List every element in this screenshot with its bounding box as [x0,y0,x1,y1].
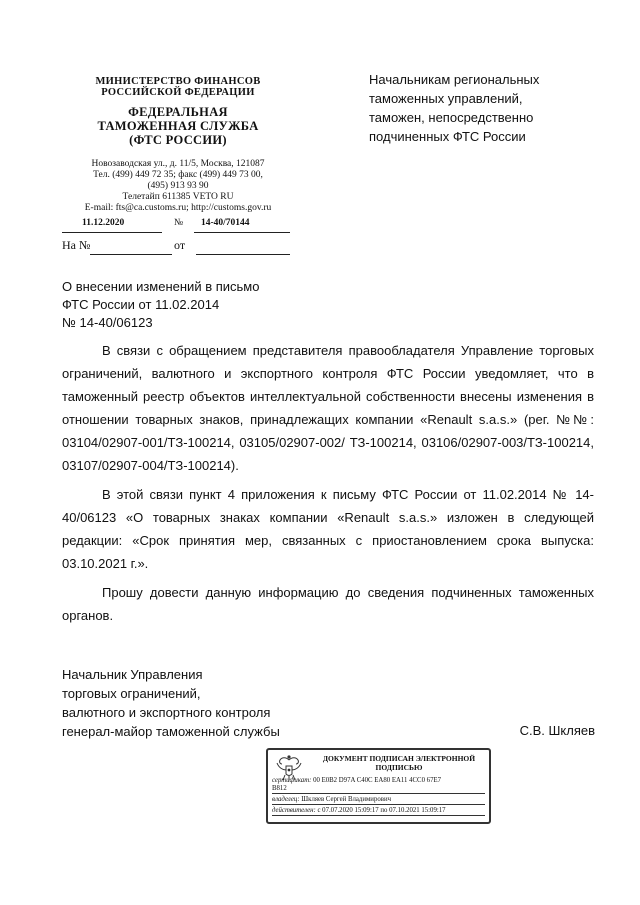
electronic-signature-stamp [266,748,491,824]
body-paragraph-3: Прошу довести данную информацию до сведения подчиненных таможенных органов. [62,585,594,623]
stamp-owner-value: Шкляев Сергей Владимирович [301,796,392,803]
date-underline [62,232,162,233]
stamp-owner-line [272,796,391,804]
ministry-line-2: РОССИЙСКОЙ ФЕДЕРАЦИИ [101,87,255,98]
address-line-3: (495) 913 93 90 [147,181,209,191]
address-line-2: Тел. (499) 449 72 35; факс (499) 449 73 00, [93,170,263,180]
service-line-2: ТАМОЖЕННАЯ СЛУЖБА [97,119,259,133]
ministry-line-1: МИНИСТЕРСТВО ФИНАНСОВ [95,76,261,87]
addressee-block [369,70,599,146]
signer-title-line-4: генерал-майор таможенной службы [62,724,280,739]
reference-number-label: На № [62,238,91,252]
stamp-validity-line [272,807,446,815]
letter-body [62,339,594,627]
registration-number-label: № [174,218,184,228]
addressee-line-1: Начальникам региональных [369,72,540,87]
registration-line [62,218,292,232]
stamp-certificate-value-2: B812 [272,785,287,792]
address-line-4: Телетайп 611385 VETO RU [122,192,234,202]
signer-name: С.В. Шкляев [519,723,595,738]
body-paragraph-1: В связи с обращением представителя правообладателя Управление торговых ограничений, валютного и экспортного контроля ФТС России уведомляет, что в таможенный реестр объектов интеллектуальной собственности внесены изменения в отношении товарных знаков, принадлежащих компании «Renault s.a.s.» (рег. №№: 03104/02907-001/ТЗ-100214, 03105/02907-002/ ТЗ-100214, 03106/02907-003/ТЗ-100214, 03107/02907-004/ТЗ-100214). [62,343,594,473]
signer-title-line-2: торговых ограничений, [62,686,201,701]
reference-number-underline [90,254,172,255]
subject-line-1: О внесении изменений в письмо [62,279,260,294]
stamp-separator-1 [272,793,485,794]
stamp-separator-2 [272,804,485,805]
service-line-3: (ФТС РОССИИ) [129,133,227,147]
address-line-5: E-mail: fts@ca.customs.ru; http://customs.gov.ru [84,203,272,213]
stamp-title-line-1: ДОКУМЕНТ ПОДПИСАН ЭЛЕКТРОННОЙ [322,754,476,763]
subject-block [62,278,322,332]
subject-line-2: ФТС России от 11.02.2014 [62,297,220,312]
service-line-1: ФЕДЕРАЛЬНАЯ [128,105,228,119]
address-block [58,159,298,214]
registration-number: 14-40/70144 [201,218,250,228]
subject-line-3: № 14-40/06123 [62,315,153,330]
stamp-certificate-line [272,777,441,785]
stamp-validity-value: с 07.07.2020 15:09:17 по 07.10.2021 15:09:17 [317,807,446,814]
reference-from-label: от [174,238,186,252]
stamp-title [308,754,490,772]
signer-title-line-3: валютного и экспортного контроля [62,705,271,720]
number-underline [194,232,290,233]
addressee-line-4: подчиненных ФТС России [369,129,526,144]
signer-title-block [62,665,322,741]
stamp-owner-label: владелец: [272,796,300,803]
body-paragraph-2: В этой связи пункт 4 приложения к письму ФТС России от 11.02.2014 № 14-40/06123 «О товарных знаках компании «Renault s.a.s.» изложен в следующей редакции: «Срок принятия мер, связанных с приостановлением срока выпуска: 03.10.2021 г.». [62,487,594,571]
letterhead [58,76,298,214]
stamp-certificate-label: сертификат: [272,777,312,784]
addressee-line-2: таможенных управлений, [369,91,523,106]
reference-line [62,238,292,256]
stamp-certificate-value-1: 00 E0B2 D97A C40C EA80 EA11 4CC0 67E7 [313,777,442,784]
stamp-title-line-2: ПОДПИСЬЮ [375,763,423,772]
addressee-line-3: таможен, непосредственно [369,110,534,125]
stamp-validity-label: действителен: [272,807,316,814]
address-line-1: Новозаводская ул., д. 11/5, Москва, 121087 [91,159,265,169]
signer-title-line-1: Начальник Управления [62,667,203,682]
reference-date-underline [196,254,290,255]
registration-date: 11.12.2020 [82,218,125,228]
stamp-separator-3 [272,815,485,816]
